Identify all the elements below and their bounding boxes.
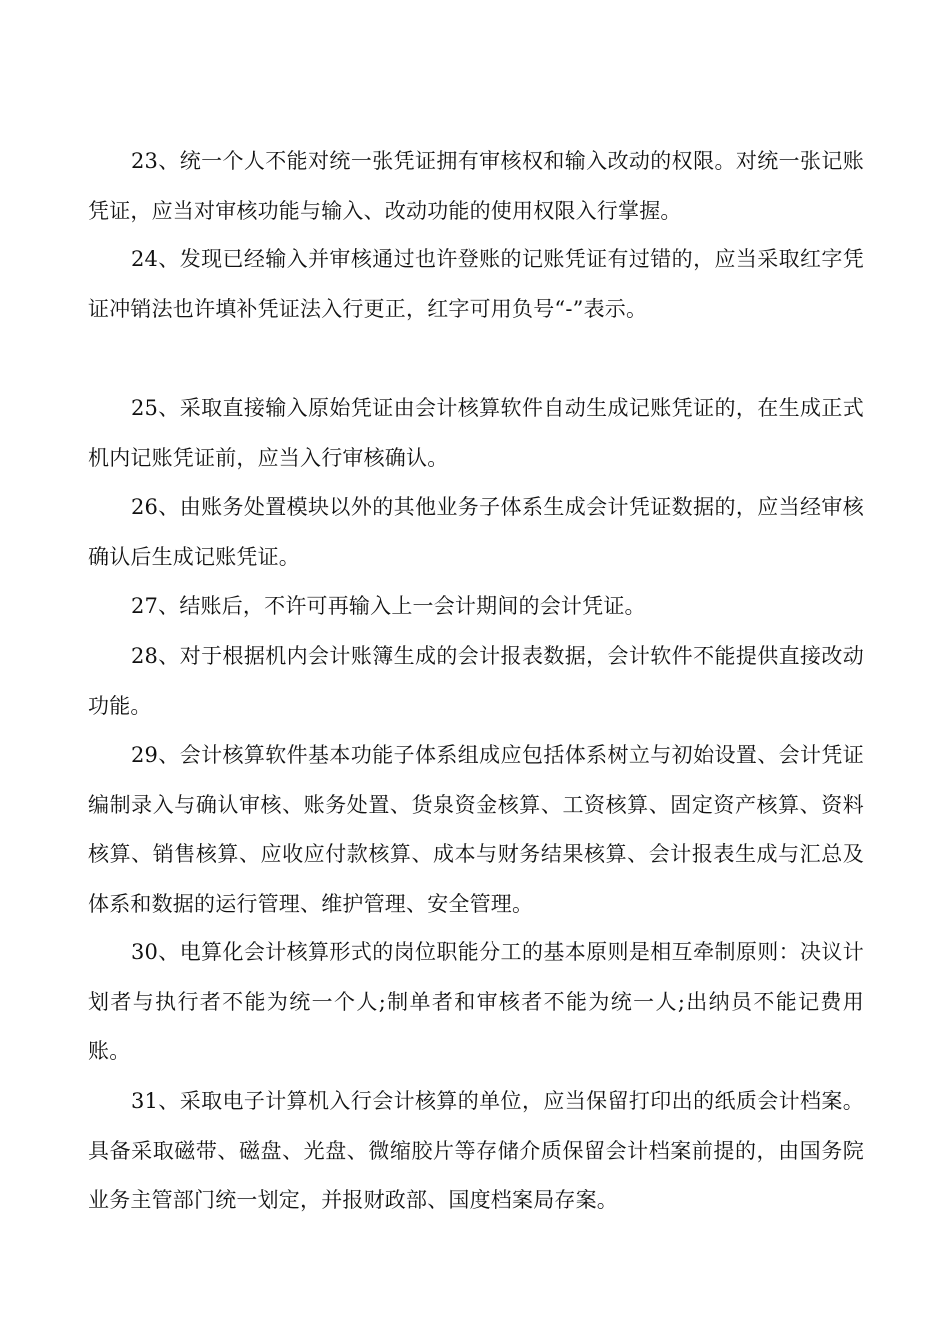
paragraph-30: 30、电算化会计核算形式的岗位职能分工的基本原则是相互牵制原则：决议计划者与执行者不能为统一个人;制单者和审核者不能为统一人;出纳员不能记费用账。	[88, 940, 864, 1063]
paragraph-25: 25、采取直接输入原始凭证由会计核算软件自动生成记账凭证的，在生成正式机内记账凭证前，应当入行审核确认。	[88, 396, 864, 470]
document-page	[88, 0, 864, 1344]
paragraph-29: 29、会计核算软件基本功能子体系组成应包括体系树立与初始设置、会计凭证编制录入与确认审核、账务处置、货泉资金核算、工资核算、固定资产核算、资料核算、销售核算、应收应付款核算、成本与财务结果核算、会计报表生成与汇总及体系和数据的运行管理、维护管理、安全管理。	[88, 743, 864, 916]
paragraph-31: 31、采取电子计算机入行会计核算的单位，应当保留打印出的纸质会计档案。具备采取磁带、磁盘、光盘、微缩胶片等存储介质保留会计档案前提的，由国务院业务主管部门统一划定，并报财政部、国度档案局存案。	[88, 1089, 864, 1212]
paragraph-26: 26、由账务处置模块以外的其他业务子体系生成会计凭证数据的，应当经审核确认后生成记账凭证。	[88, 495, 864, 569]
paragraph-24: 24、发现已经输入并审核通过也许登账的记账凭证有过错的，应当采取红字凭证冲销法也许填补凭证法入行更正，红字可用负号“-”表示。	[88, 247, 864, 321]
paragraph-27: 27、结账后，不许可再输入上一会计期间的会计凭证。	[131, 594, 646, 618]
paragraph-28: 28、对于根据机内会计账簿生成的会计报表数据，会计软件不能提供直接改动功能。	[88, 644, 864, 718]
paragraph-23: 23、统一个人不能对统一张凭证拥有审核权和输入改动的权限。对统一张记账凭证，应当对审核功能与输入、改动功能的使用权限入行掌握。	[88, 149, 864, 223]
